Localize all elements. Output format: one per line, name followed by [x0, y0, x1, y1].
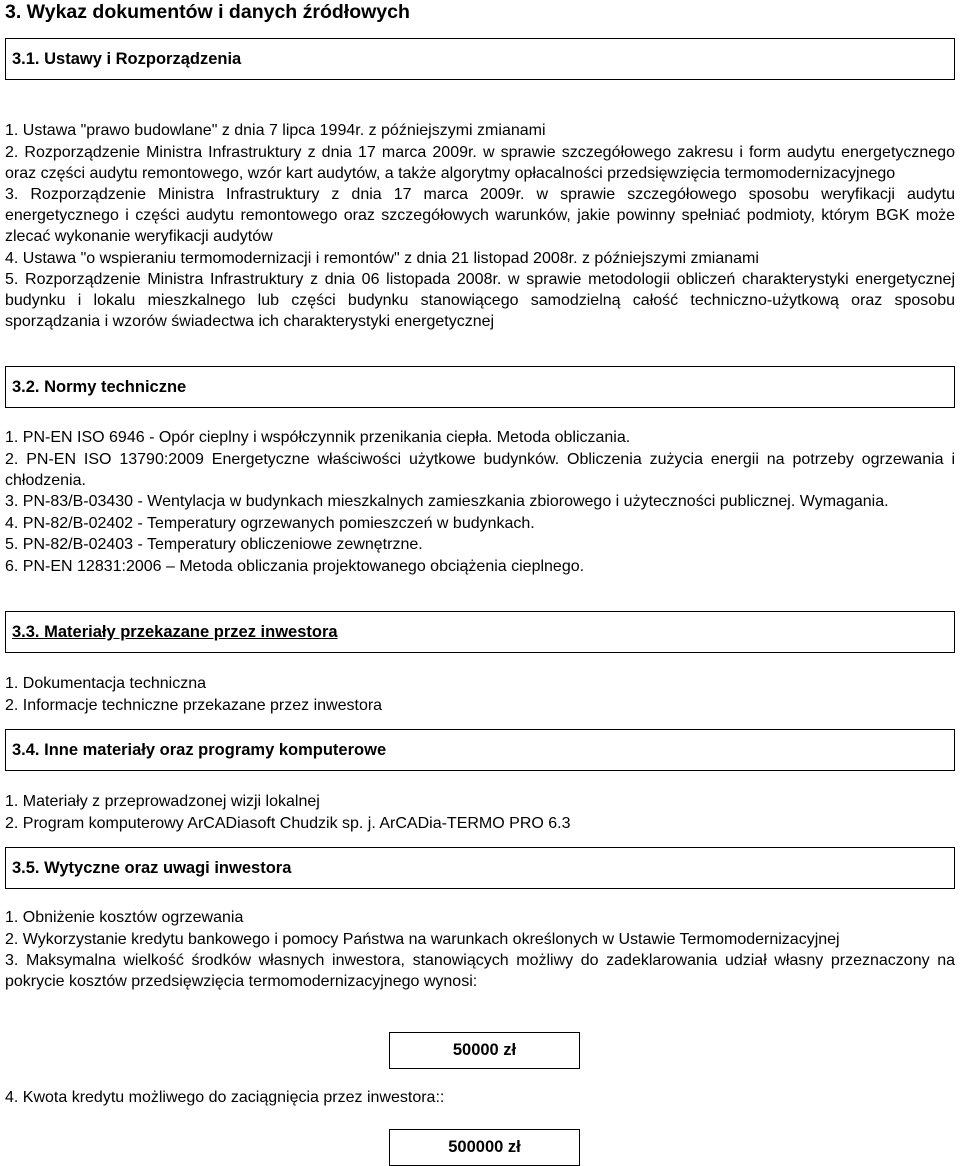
list-item: 3. Rozporządzenie Ministra Infrastruktury z dnia 17 marca 2009r. w sprawie szczegółowego sposobu weryfikacji audytu energetycznego i części audytu remontowego oraz szczegółowych warunków, jakie powinny spełniać podmioty, którym BGK może zlecać wykonanie weryfikacji audytów	[5, 186, 955, 245]
section-title-norms	[5, 366, 955, 408]
list-item: 5. Rozporządzenie Ministra Infrastruktury z dnia 06 listopada 2008r. w sprawie metodologii obliczeń charakterystyki energetycznej budynku i lokalu mieszkalnego lub części budynku stanowiącego samodzielną całość techniczno-użytkową oraz sposobu sporządzania i wzorów świadectwa ich charakterystyki energetycznej	[5, 271, 955, 330]
section-title-text: 3.2. Normy techniczne	[12, 378, 187, 396]
list-item: 1. Dokumentacja techniczna	[5, 675, 206, 692]
page-heading: 3. Wykaz dokumentów i danych źródłowych	[5, 1, 410, 23]
section-title-text: 3.3. Materiały przekazane przez inwestora	[12, 623, 338, 641]
section-title-other-materials	[5, 729, 955, 771]
section-title-investor-materials	[5, 611, 955, 653]
own-funds-value: 50000 zł	[452, 1041, 517, 1059]
norms-list	[5, 427, 955, 577]
list-item: 2. Rozporządzenie Ministra Infrastruktury z dnia 17 marca 2009r. w sprawie szczegółowego zakresu i form audytu energetycznego oraz części audytu remontowego, wzór kart audytów, a także algorytmy opłacalności przedsięwzięcia termomodernizacyjnego	[5, 143, 955, 182]
list-item: 5. PN-82/B-02403 - Temperatury obliczeniowe zewnętrzne.	[5, 536, 423, 553]
list-item: 1. Ustawa "prawo budowlane" z dnia 7 lipca 1994r. z późniejszymi zmianami	[5, 122, 546, 139]
list-item: 1. PN-EN ISO 6946 - Opór cieplny i współczynnik przenikania ciepła. Metoda obliczania.	[5, 429, 631, 446]
list-item: 2. Program komputerowy ArCADiasoft Chudzik sp. j. ArCADia-TERMO PRO 6.3	[5, 814, 571, 832]
list-item: 4. Ustawa "o wspieraniu termomodernizacji i remontów" z dnia 21 listopad 2008r. z późniejszymi zmianami	[5, 249, 759, 267]
list-item: 2. Wykorzystanie kredytu bankowego i pomocy Państwa na warunkach określonych w Ustawie Termomodernizacyjnej	[5, 930, 840, 948]
section-title-text: 3.1. Ustawy i Rozporządzenia	[12, 50, 242, 68]
guidelines-list	[5, 907, 955, 993]
list-item: 3. Maksymalna wielkość środków własnych inwestora, stanowiących możliwy do zadeklarowania udział własny przeznaczony na pokrycie kosztów przedsięwzięcia termomodernizacyjnego wynosi:	[5, 952, 955, 990]
section-title-text: 3.5. Wytyczne oraz uwagi inwestora	[12, 859, 292, 877]
section-title-text: 3.4. Inne materiały oraz programy komputerowe	[12, 741, 387, 759]
list-item: 3. PN-83/B-03430 - Wentylacja w budynkach mieszkalnych zamieszkania zbiorowego i użyteczności publicznej. Wymagania.	[5, 493, 889, 510]
investor-materials-list	[5, 673, 955, 716]
section-title-laws	[5, 38, 955, 80]
other-materials-list	[5, 791, 955, 834]
list-item: 6. PN-EN 12831:2006 – Metoda obliczania projektowanego obciążenia cieplnego.	[5, 557, 585, 575]
section-title-guidelines	[5, 847, 955, 889]
credit-value-box	[389, 1129, 580, 1166]
list-item: 2. Informacje techniczne przekazane przez inwestora	[5, 696, 383, 714]
laws-list	[5, 120, 955, 333]
credit-value: 500000 zł	[448, 1138, 521, 1156]
list-item: 1. Obniżenie kosztów ogrzewania	[5, 909, 244, 926]
own-funds-value-box	[389, 1032, 580, 1069]
list-item: 4. PN-82/B-02402 - Temperatury ogrzewanych pomieszczeń w budynkach.	[5, 514, 535, 532]
list-item: 1. Materiały z przeprowadzonej wizji lokalnej	[5, 793, 320, 810]
list-item: 2. PN-EN ISO 13790:2009 Energetyczne właściwości użytkowe budynków. Obliczenia zużycia energii na potrzeby ogrzewania i chłodzenia.	[5, 450, 955, 489]
credit-label: 4. Kwota kredytu możliwego do zaciągnięcia przez inwestora::	[5, 1089, 445, 1106]
